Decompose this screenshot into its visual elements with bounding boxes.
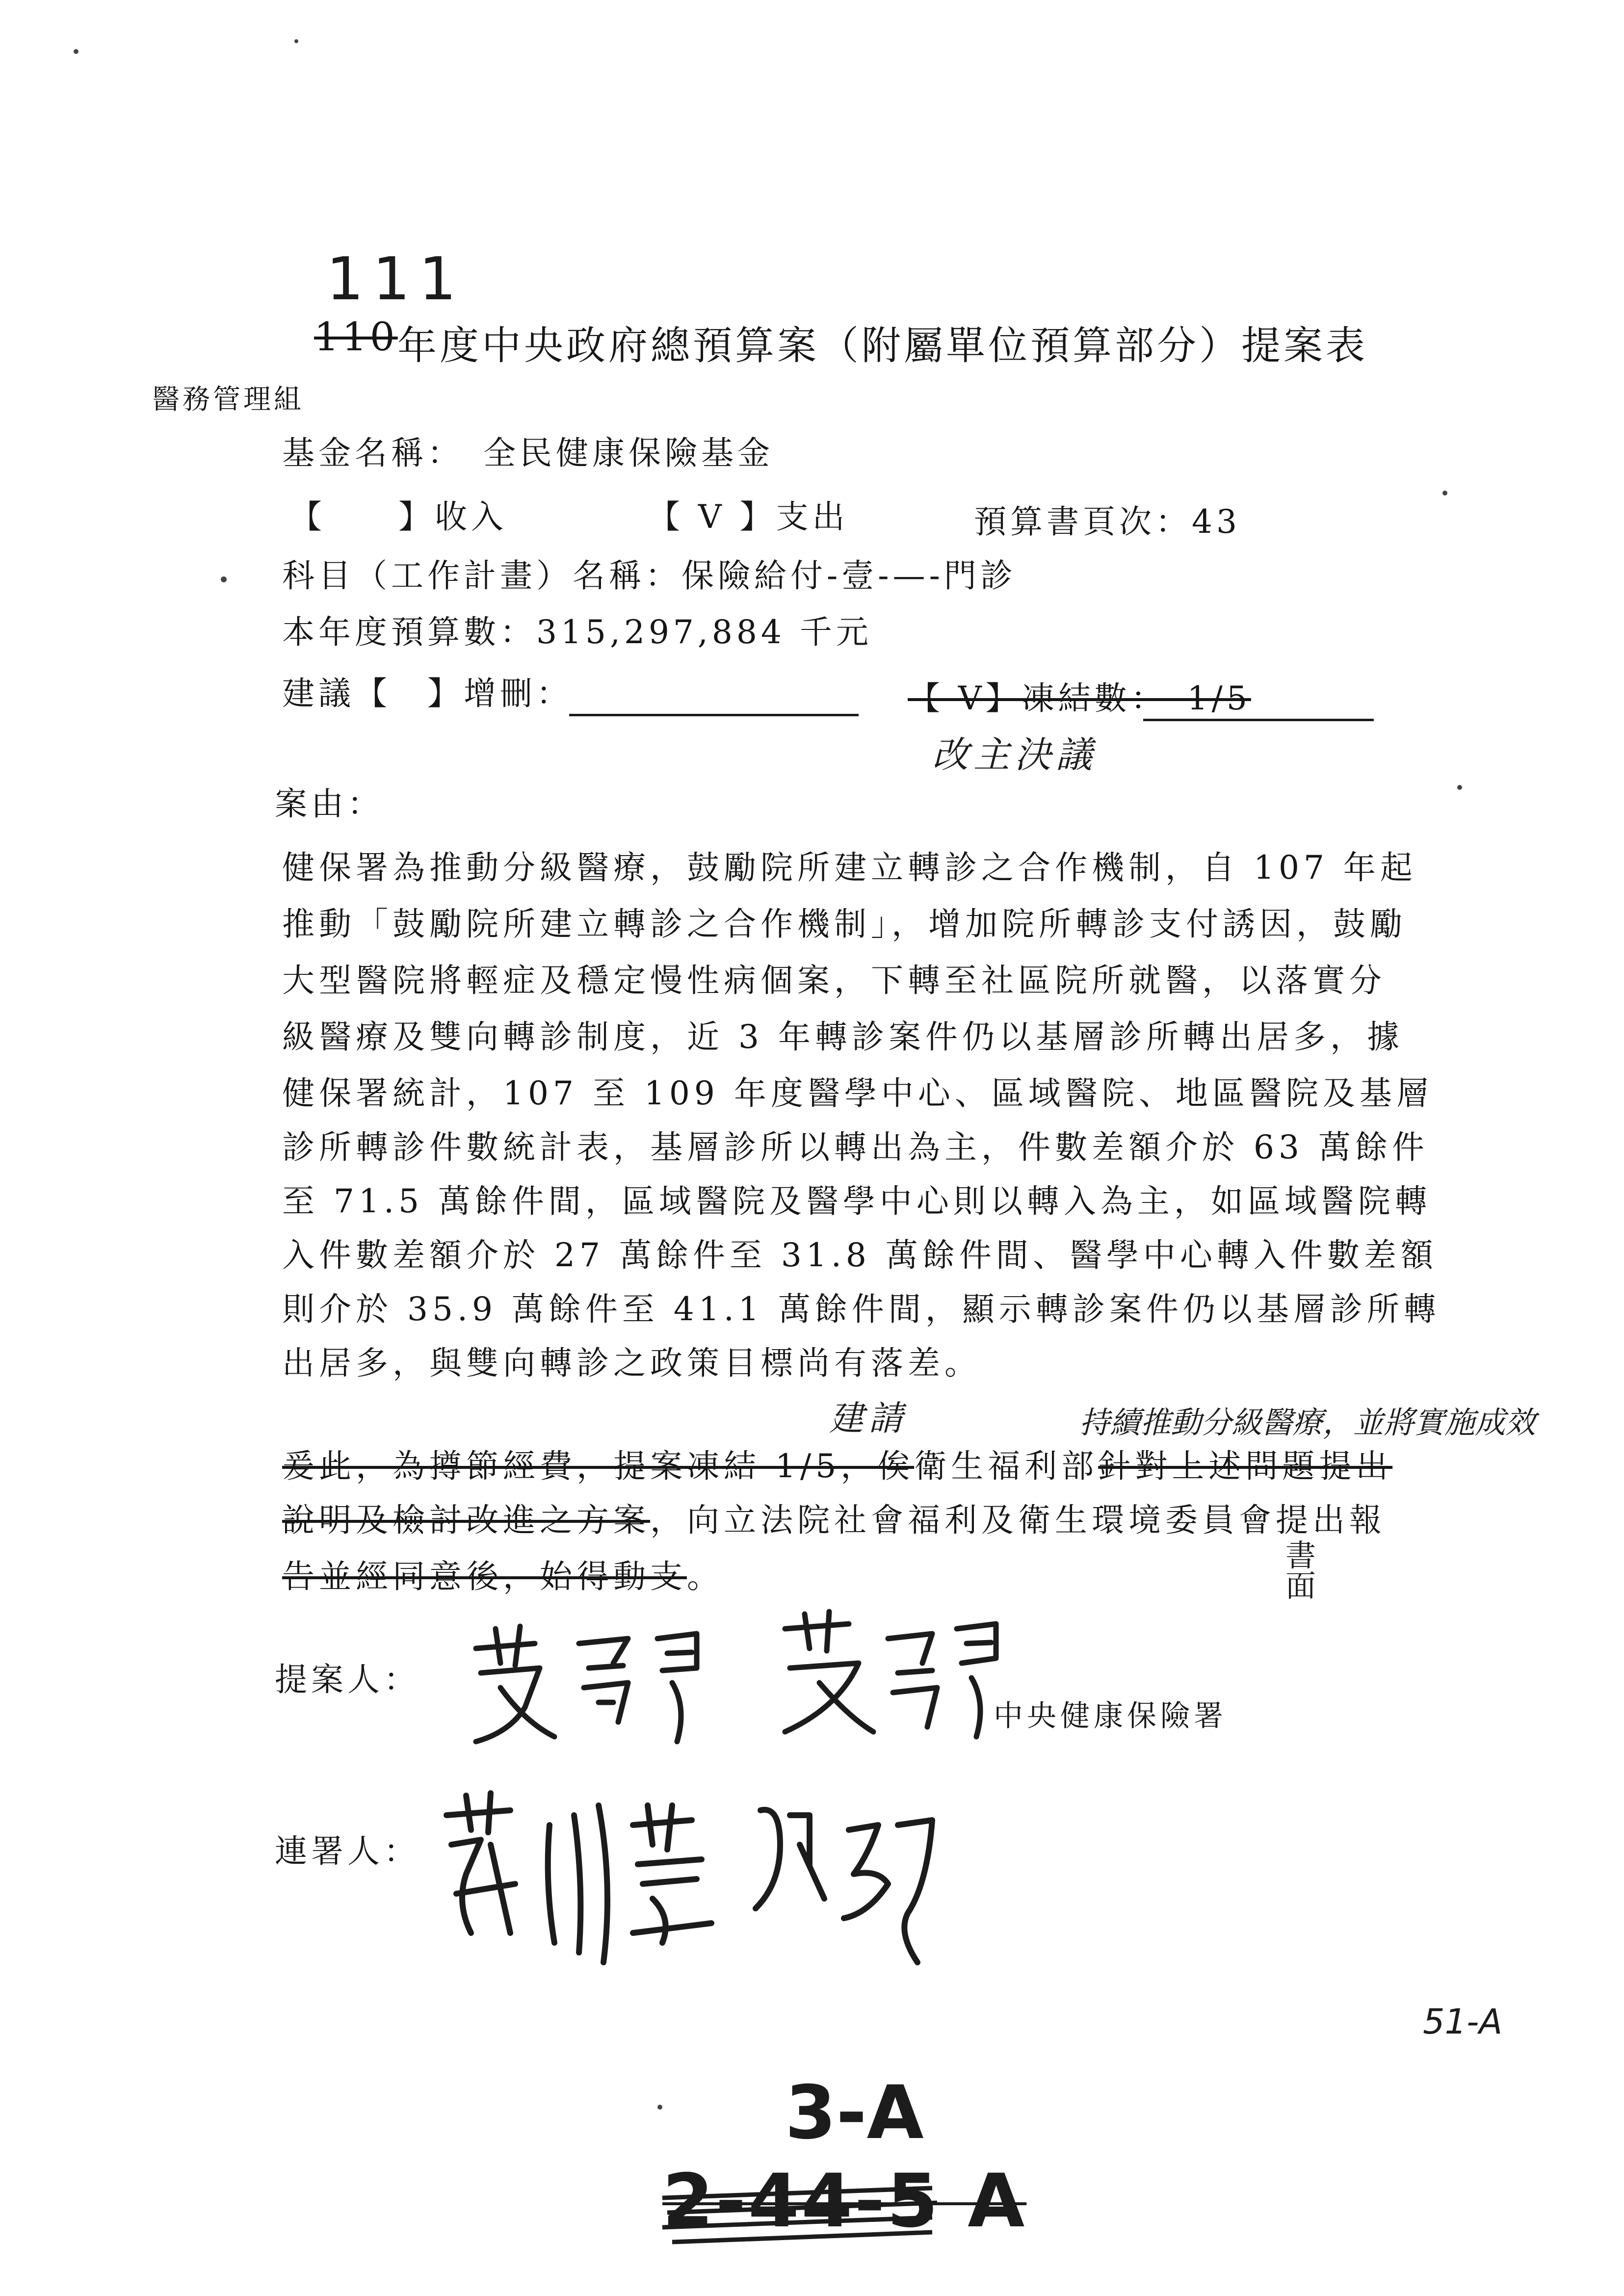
reason-line: 至 71.5 萬餘件間，區域醫院及醫學中心則以轉入為主，如區域醫院轉 [282, 1182, 1432, 1220]
struck-text: 爰此，為撙節經費，提案凍結 1/5，俟 [282, 1447, 915, 1485]
scan-speck [1442, 491, 1447, 496]
reason-heading: 案由： [275, 785, 384, 823]
scan-speck [657, 2105, 662, 2110]
side-page-mark: 51-A [1423, 2002, 1503, 2042]
budget-page-ref: 預算書頁次：43 [974, 503, 1241, 541]
handwritten-insert-written: 書面 [1285, 1538, 1318, 1604]
scan-speck [1457, 785, 1462, 790]
struck-text: 告並經同意後，始得動支 [282, 1558, 687, 1595]
cosigner-signature [437, 1786, 1074, 1972]
page-mark-scribble [657, 2168, 976, 2252]
freeze-underline [1143, 719, 1374, 721]
reason-line: 入件數差額介於 27 萬餘件至 31.8 萬餘件間、醫學中心轉入件數差額 [282, 1236, 1438, 1274]
reason-line: 健保署統計，107 至 109 年度醫學中心、區域醫院、地區醫院及基層 [282, 1074, 1433, 1112]
struck-text: 說明及檢討改進之方案 [282, 1501, 650, 1539]
reason-line: 診所轉診件數統計表，基層診所以轉出為主，件數差額介於 63 萬餘件 [282, 1128, 1429, 1166]
annual-budget: 本年度預算數：315,297,884 千元 [282, 613, 872, 651]
document-title: 年度中央政府總預算案（附屬單位預算部分）提案表 [397, 323, 1368, 368]
cosigner-label: 連署人： [275, 1832, 420, 1870]
subject-name: 科目（工作計畫）名稱：保險給付-壹-—-門診 [282, 557, 1017, 595]
reason-line: 推動「鼓勵院所建立轉診之合作機制」，增加院所轉診支付誘因，鼓勵 [282, 905, 1407, 943]
scan-speck [294, 39, 298, 43]
proposer-label: 提案人： [275, 1661, 420, 1698]
scan-speck [74, 49, 79, 54]
resolution-line-3 [282, 1550, 724, 1597]
reason-line: 則介於 35.9 萬餘件至 41.1 萬餘件間，顯示轉診案件仍以基層診所轉 [282, 1290, 1441, 1328]
struck-year: 110 [314, 314, 398, 360]
reason-line: 健保署為推動分級醫療，鼓勵院所建立轉診之合作機制，自 107 年起 [282, 849, 1417, 887]
kept-text: ，向立法院社會福利及衛生環境委員會提出報 [650, 1501, 1386, 1539]
proposer-organization: 中央健康保險署 [994, 1699, 1227, 1733]
expense-checkbox: 【 V 】支出 [648, 498, 849, 536]
page-mark: 3-A [785, 2070, 924, 2156]
kept-text: 衛生福利部 [914, 1447, 1099, 1485]
scan-speck [221, 576, 227, 582]
handwritten-year: 111 [326, 245, 466, 313]
kept-text: 。 [687, 1558, 724, 1595]
blank-underline [569, 714, 859, 716]
handwritten-insert-request: 建請 [829, 1398, 908, 1438]
handwritten-insert-continue: 持續推動分級醫療，並將實施成效 [1079, 1405, 1536, 1440]
proposer-signature [466, 1609, 1030, 1751]
income-checkbox: 【 】收入 [289, 498, 507, 536]
reason-line: 出居多，與雙向轉診之政策目標尚有落差。 [282, 1344, 981, 1382]
struck-text: 針對上述問題提出 [1098, 1447, 1393, 1485]
freeze-handwritten-note: 改主決議 [932, 734, 1097, 776]
resolution-line-2 [282, 1494, 1386, 1540]
resolution-line-1 [282, 1440, 1392, 1487]
reason-line: 級醫療及雙向轉診制度，近 3 年轉診案件仍以基層診所轉出居多，據 [282, 1018, 1404, 1056]
freeze-amount-struck: 【 V】凍結數： 1/5 [908, 679, 1251, 717]
department-stamp: 醫務管理組 [152, 384, 304, 416]
suggest-add-delete: 建議【 】增刪： [282, 675, 573, 712]
struck-page-mark: 2-44-5 A [662, 2159, 1027, 2244]
fund-label: 基金名稱： [282, 434, 464, 472]
fund-value: 全民健康保險基金 [483, 434, 774, 472]
reason-line: 大型醫院將輕症及穩定慢性病個案，下轉至社區院所就醫，以落實分 [282, 962, 1386, 999]
